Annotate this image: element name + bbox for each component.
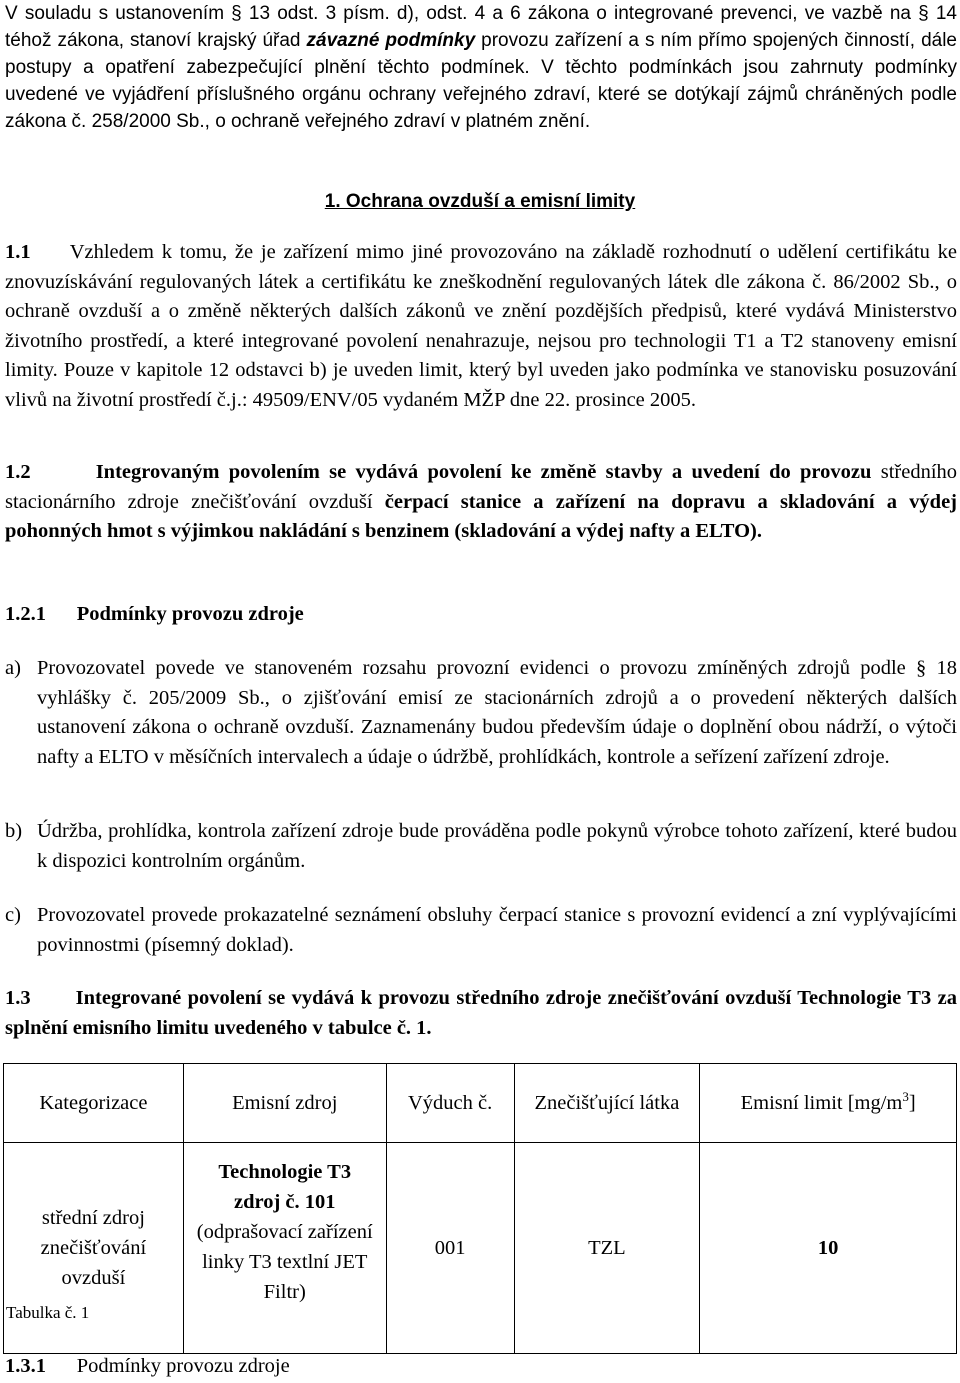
paragraph-number: 1.3 (5, 987, 31, 1009)
paragraph-text: Vzhledem k tomu, že je zařízení mimo jiné provozováno na základě rozhodnutí o udělení certifikátu ke znovuzískávání regulovaných látek a certifikátu ke zneškodnění regulovaných látek dle zákona č. 86/2002 Sb., o ochraně ovzduší a o změně některých dalších zákonů ve znění pozdějších předpisů, které vydává Ministerstvo životního prostředí, a které integrované povolení nenahrazuje, nejsou pro technologii T1 a T2 stanoveny emisní limity. Pouze v kapitole 12 odstavci b) je uveden limit, který byl uveden jako podmínka ve stanovisku posuzování vlivů na životní prostředí č.j.: 49509/ENV/05 vydaném MŽP dne 22. prosince 2005. (5, 241, 957, 411)
list-marker: c) (5, 904, 21, 926)
header-limit: Emisní limit $[mg/m^3]$ (700, 1064, 957, 1143)
paragraph-number: 1.1 (5, 241, 31, 263)
header-outlet: Výduch č. (386, 1064, 514, 1143)
paragraph-text: Integrované povolení se vydává k provozu středního zdroje znečišťování ovzduší Technologie T3 za splnění emisního limitu uvedeného v tabulce č. 1. (5, 987, 958, 1039)
section-1-heading: 1. Ochrana ovzduší a emisní limity (324, 191, 636, 212)
paragraph-number: 1.2 (5, 461, 31, 483)
paragraph-bold-1: Integrovaným povolením se vydává povolení ke změně stavby a uvedení do provozu (95, 461, 872, 483)
table-row (4, 1143, 957, 1354)
cell-category: střední zdroj znečišťování ovzduší (4, 1143, 184, 1354)
header-source: Emisní zdroj (183, 1064, 386, 1143)
heading-title: Podmínky provozu zdroje (76, 1355, 290, 1377)
header-pollutant: Znečišťující látka (514, 1064, 700, 1143)
list-marker: a) (5, 657, 21, 679)
heading-title: Podmínky provozu zdroje (76, 603, 304, 625)
paragraph-1-1 (5, 238, 957, 415)
paragraph-normal: středního stacionárního zdroje znečišťování ovzduší (5, 461, 958, 513)
heading-number: 1.2.1 (5, 603, 46, 625)
list-item-text: Provozovatel povede ve stanoveném rozsahu provozní evidenci o provozu zmíněných zdrojů podle § 18 vyhlášky č. 205/2009 Sb., o zjišťování emisí ze stacionárních zdrojů a o provedení některých dalších ustanovení zákona o ochraně ovzduší. Zaznamenány budou především údaje o doplnění obou nádrží, o výtoči nafty a ELTO v měsíčních intervalech a údaje o údržbě, prohlídkách, kontrole a seřízení zařízení zdroje. (37, 657, 957, 768)
table-caption: Tabulka č. 1 (6, 1303, 90, 1322)
intro-paragraph (5, 0, 957, 135)
list-item-c (5, 901, 957, 960)
paragraph-1-3 (5, 984, 957, 1043)
heading-number: 1.3.1 (5, 1355, 46, 1377)
cell-source: Technologie T3 zdroj č. 101 (odprašovací zařízení linky T3 textlní JET Filtr) (183, 1143, 386, 1354)
heading-1-3-1 (5, 1352, 957, 1382)
cell-pollutant: TZL (514, 1143, 700, 1354)
list-item-text: Údržba, prohlídka, kontrola zařízení zdroje bude prováděna podle pokynů výrobce tohoto zařízení, které budou k dispozici kontrolním orgánům. (37, 820, 957, 872)
table-header-row (4, 1064, 957, 1143)
list-marker: b) (5, 820, 23, 842)
heading-1-2-1 (5, 600, 957, 630)
paragraph-bold-2: čerpací stanice a zařízení na dopravu a skladování a výdej pohonných hmot s výjimkou nakládání s benzinem (skladování a výdej nafty a ELTO). (5, 490, 958, 542)
intro-text-1: V souladu s ustanovením § 13 odst. 3 písm. d), odst. 4 a 6 zákona o integrované prevenci, ve vazbě na § 14 téhož zákona, stanoví krajský úřad (5, 3, 957, 51)
emission-limit-table (3, 1063, 957, 1354)
intro-text-2: provozu zařízení a s ním přímo spojených činností, dále postupy a opatření zabezpečující plnění těchto podmínek. V těchto podmínkách jsou zahrnuty podmínky uvedené ve vyjádření příslušného orgánu ochrany veřejného zdraví, které se dotýkají zájmů chráněných podle zákona č. 258/2000 Sb., o ochraně veřejného zdraví v platném znění. (5, 30, 958, 132)
list-item-b (5, 817, 957, 876)
list-item-a (5, 654, 957, 772)
cell-limit: 10 (700, 1143, 957, 1354)
header-category: Kategorizace (4, 1064, 184, 1143)
cell-outlet: 001 (386, 1143, 514, 1354)
list-item-text: Provozovatel provede prokazatelné seznámení obsluhy čerpací stanice s provozní evidencí a zní vyplývajícími povinnostmi (písemný doklad). (37, 904, 957, 956)
paragraph-1-2 (5, 458, 957, 547)
intro-bold: závazné podmínky (306, 30, 476, 51)
